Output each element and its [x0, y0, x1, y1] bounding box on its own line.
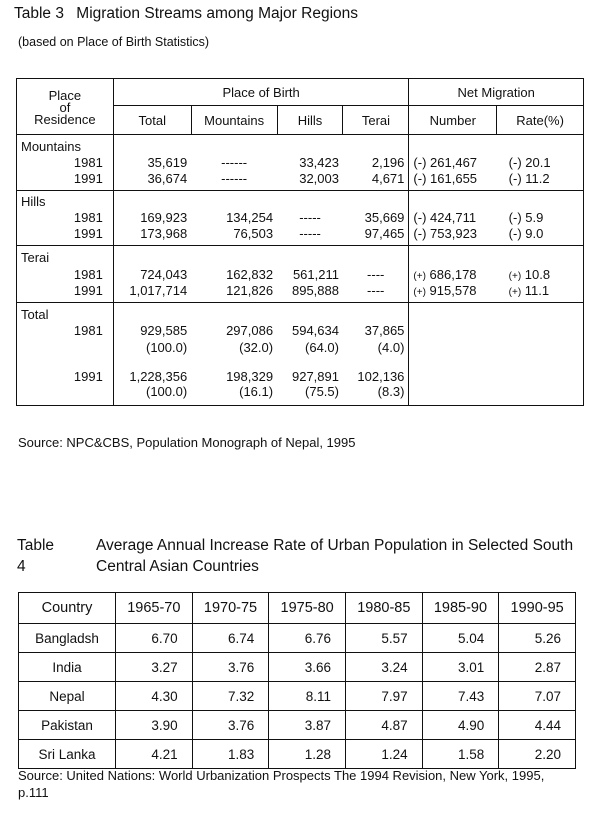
- group-label-hills: Hills: [17, 190, 114, 209]
- group-label-mountains: Mountains: [17, 135, 114, 155]
- table-row: 1991 1,017,714 121,826 895,888 ---- (+) 915,578 (+) 11.1: [17, 283, 584, 302]
- header-terai: Terai: [343, 106, 409, 135]
- table-row: 1991 1,228,356 198,329 927,891 102,136: [17, 356, 584, 384]
- header-place-of-residence: Place of Residence: [17, 79, 114, 135]
- table3-source: Source: NPC&CBS, Population Monograph of Nepal, 1995: [18, 435, 356, 450]
- table-row: India 3.27 3.76 3.66 3.24 3.01 2.87: [19, 653, 576, 682]
- header-hills: Hills: [277, 106, 343, 135]
- table3-number: Table 3: [14, 5, 64, 22]
- table-row: 1981 169,923 134,254 ----- 35,669 (-) 424,711 (-) 5.9: [17, 209, 584, 226]
- table-row: (100.0) (16.1) (75.5) (8.3): [17, 384, 584, 405]
- table-row: (100.0) (32.0) (64.0) (4.0): [17, 339, 584, 356]
- table-row: 1991 36,674 ------ 32,003 4,671 (-) 161,655 (-) 11.2: [17, 171, 584, 190]
- header-country: Country: [19, 593, 116, 624]
- header-mountains: Mountains: [191, 106, 277, 135]
- header-total: Total: [113, 106, 191, 135]
- table-row: 1991 173,968 76,503 ----- 97,465 (-) 753,923 (-) 9.0: [17, 226, 584, 245]
- table-row: Sri Lanka 4.21 1.83 1.28 1.24 1.58 2.20: [19, 740, 576, 769]
- table-row: Bangladsh 6.70 6.74 6.76 5.57 5.04 5.26: [19, 624, 576, 653]
- table3-title-text: Migration Streams among Major Regions: [76, 5, 358, 22]
- table-row: Pakistan 3.90 3.76 3.87 4.87 4.90 4.44: [19, 711, 576, 740]
- table3-migration-streams: [16, 78, 584, 406]
- header-rate: Rate(%): [497, 106, 584, 135]
- table-header-row: Country 1965-70 1970-75 1975-80 1980-85 1985-90 1990-95: [19, 593, 576, 624]
- table-row: 1981 724,043 162,832 561,211 ---- (+) 686,178 (+) 10.8: [17, 266, 584, 283]
- group-label-total: Total: [17, 302, 114, 322]
- table4-title-text: Average Annual Increase Rate of Urban Population in Selected South Central Asian Countries: [96, 537, 574, 575]
- table-row: Nepal 4.30 7.32 8.11 7.97 7.43 7.07: [19, 682, 576, 711]
- header-number: Number: [409, 106, 497, 135]
- table4-urban-increase-rate: [18, 592, 576, 769]
- table4-number: Table 4: [17, 537, 55, 575]
- group-label-terai: Terai: [17, 245, 114, 266]
- table3-subtitle: (based on Place of Birth Statistics): [18, 35, 210, 49]
- table3-title: [14, 5, 358, 23]
- table-row: 1981 929,585 297,086 594,634 37,865: [17, 322, 584, 339]
- table4-source: Source: United Nations: World Urbanization Prospects The 1994 Revision, New York, 1995, p.111: [18, 768, 545, 800]
- header-place-of-birth: Place of Birth: [113, 79, 409, 106]
- header-net-migration: Net Migration: [409, 79, 584, 106]
- table-row: 1981 35,619 ------ 33,423 2,196 (-) 261,467 (-) 20.1: [17, 154, 584, 171]
